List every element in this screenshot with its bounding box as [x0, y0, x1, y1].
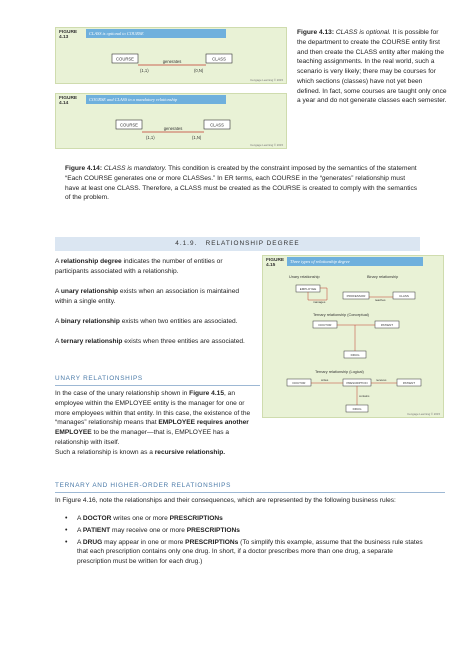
text: (To simplify this example, assume that the business rule states that each prescription contains only one drug. In short, if a doctor prescribes more than one drug, a separate prescription must be written for each drug.)	[77, 538, 423, 565]
text: Such a relationship is known as a	[55, 448, 153, 456]
erd-diagram-4-15	[263, 256, 444, 418]
caption-label: Figure 4.13:	[297, 29, 335, 36]
figure-label: FIGURE 4.13	[59, 30, 78, 41]
section-number: 4.1.9.	[175, 240, 198, 247]
term-binary-relationship: binary relationship	[60, 318, 120, 325]
figure-4-14	[55, 93, 287, 149]
term-unary-relationship: unary relationship	[60, 288, 119, 295]
figure-title: COURSE and CLASS in a mandatory relationship	[86, 95, 226, 104]
cardinality-right: (1,N)	[192, 135, 202, 140]
text: A	[77, 515, 82, 522]
section-header	[55, 237, 420, 251]
list-item	[55, 514, 425, 524]
text: A	[55, 258, 60, 265]
ternary-intro: In Figure 4.16, note the relationships and their consequences, which are represented by the following business rules:	[55, 497, 396, 504]
writes-label: writes	[321, 378, 329, 382]
term-recursive-relationship: recursive relationship.	[154, 448, 226, 456]
binary-section-label: Binary relationship	[367, 275, 399, 279]
text: exists when two entities are associated.	[121, 318, 238, 325]
entity-class-label: CLASS	[399, 294, 409, 298]
bold-text: PRESCRIPTIONs	[185, 538, 239, 546]
entity-prescription-label: PRESCRIPTION	[346, 381, 368, 385]
degree-definition	[55, 257, 255, 277]
cardinality-right: (0,N)	[194, 68, 204, 73]
bold-text: PATIENT	[82, 526, 111, 534]
text: may appear in one or more	[104, 538, 184, 546]
contains-label: contains	[359, 394, 370, 398]
entity-course-label: COURSE	[116, 56, 134, 62]
text: indicates the number of entities or participants associated with a relationship.	[55, 258, 223, 275]
entity-professor-label: PROFESSOR	[346, 294, 366, 298]
caption-label: Figure 4.14:	[65, 165, 103, 172]
figure-credit: Cengage Learning © 2015	[250, 77, 283, 82]
text: to be the manager—that is, EMPLOYEE has a relationship with itself.	[55, 429, 230, 446]
bold-text: PRESCRIPTIONs	[169, 515, 223, 522]
binary-definition	[55, 317, 260, 327]
text: In the case of the unary relationship shown in	[55, 390, 188, 397]
entity-patient-logical-label: PATIENT	[402, 381, 416, 385]
figure-4-13	[55, 27, 287, 84]
entity-doctor-label: DOCTOR	[318, 323, 332, 327]
figure-title: CLASS is optional to COURSE	[86, 29, 226, 38]
section-name: RELATIONSHIP DEGREE	[205, 240, 300, 247]
caption-line-2: “Each COURSE generates one or more CLASSes.” In ER terms, each COURSE in the “generates” relationship must have at least one CLASS. Therefore, a CLASS must be created as the COURSE is created to comply with the semantics of the problem.	[65, 174, 418, 202]
relationship-label: generates	[163, 126, 183, 131]
list-item	[55, 526, 425, 536]
ternary-definition	[55, 337, 255, 347]
unary-definition	[55, 287, 255, 307]
erd-diagram-4-13	[56, 28, 287, 84]
teaches-label: teaches	[375, 298, 386, 302]
entity-course-label: COURSE	[120, 122, 138, 128]
term-relationship-degree: relationship degree	[60, 258, 122, 265]
list-item	[55, 538, 425, 567]
caption-line-1: This condition is created by the constraint imposed by the semantics of the statement	[168, 165, 417, 172]
text: , an employee within the EMPLOYEE entity is the manager for one or more employees within that entity. In this case, the existence of the “manages” relationship means that	[55, 390, 251, 427]
entity-drug-label: DRUG	[350, 353, 360, 357]
figure-4-13-caption	[297, 28, 447, 106]
figure-credit: Cengage Learning © 2015	[407, 411, 440, 416]
unary-heading: UNARY RELATIONSHIPS	[55, 375, 143, 382]
text: A	[77, 538, 82, 546]
text: exists when three entities are associated.	[124, 338, 245, 345]
figure-4-15	[262, 255, 444, 418]
unary-body	[55, 389, 260, 457]
text: writes one or more	[113, 515, 168, 522]
ternary-heading: TERNARY AND HIGHER-ORDER RELATIONSHIPS	[55, 482, 232, 489]
caption-title: CLASS is optional.	[335, 29, 391, 36]
section-title	[55, 237, 420, 251]
entity-drug-logical-label: DRUG	[352, 407, 362, 411]
figure-title: Three types of relationship degree	[287, 257, 423, 266]
bold-text: DOCTOR	[82, 515, 112, 522]
bold-text: DRUG	[82, 538, 103, 546]
cardinality-left: (1,1)	[140, 68, 149, 73]
entity-patient-label: PATIENT	[380, 323, 394, 327]
ternary-heading-rule	[55, 492, 445, 493]
entity-employee-label: EMPLOYEE	[299, 287, 317, 291]
bold-text: EMPLOYEE requires another EMPLOYEE	[55, 419, 249, 436]
entity-class-label: CLASS	[212, 56, 226, 62]
receives-label: receives	[376, 378, 387, 382]
business-rules-list	[55, 514, 425, 569]
figure-label: FIGURE 4.15	[266, 258, 285, 269]
ternary-logical-label: Ternary relationship (Logical)	[315, 370, 364, 374]
erd-diagram-4-14	[56, 94, 287, 149]
entity-class-label: CLASS	[210, 122, 224, 128]
caption-text: It is possible for the department to create the COURSE entity first and then create the CLASS entity after making the teaching assignments. In the real world, such a scenario is very likely; there may be courses for which sections (classes) have not yet been defined. In fact, some courses are taught only once a year and do not generate classes each semester.	[297, 29, 447, 105]
caption-title: CLASS is mandatory.	[103, 165, 167, 172]
unary-section-label: Unary relationship	[289, 275, 320, 279]
cardinality-left: (1,1)	[146, 135, 155, 140]
entity-doctor-logical-label: DOCTOR	[292, 381, 306, 385]
figure-credit: Cengage Learning © 2015	[250, 142, 283, 147]
unary-heading-rule	[55, 385, 260, 386]
text: A	[77, 526, 82, 534]
text: may receive one or more	[111, 526, 185, 534]
text: exists when an association is maintained within a single entity.	[55, 288, 240, 305]
manages-label: manages	[313, 300, 326, 304]
ternary-conceptual-label: Ternary relationship (Conceptual)	[313, 313, 369, 317]
bold-text: PRESCRIPTIONs	[186, 526, 240, 534]
term-ternary-relationship: ternary relationship	[60, 338, 123, 345]
text: A	[55, 338, 60, 345]
text: A	[55, 288, 60, 295]
figure-4-14-caption	[65, 164, 420, 203]
figure-ref: Figure 4.15	[189, 390, 224, 397]
relationship-label: generates	[162, 59, 182, 64]
figure-label: FIGURE 4.14	[59, 96, 78, 107]
text: A	[55, 318, 60, 325]
